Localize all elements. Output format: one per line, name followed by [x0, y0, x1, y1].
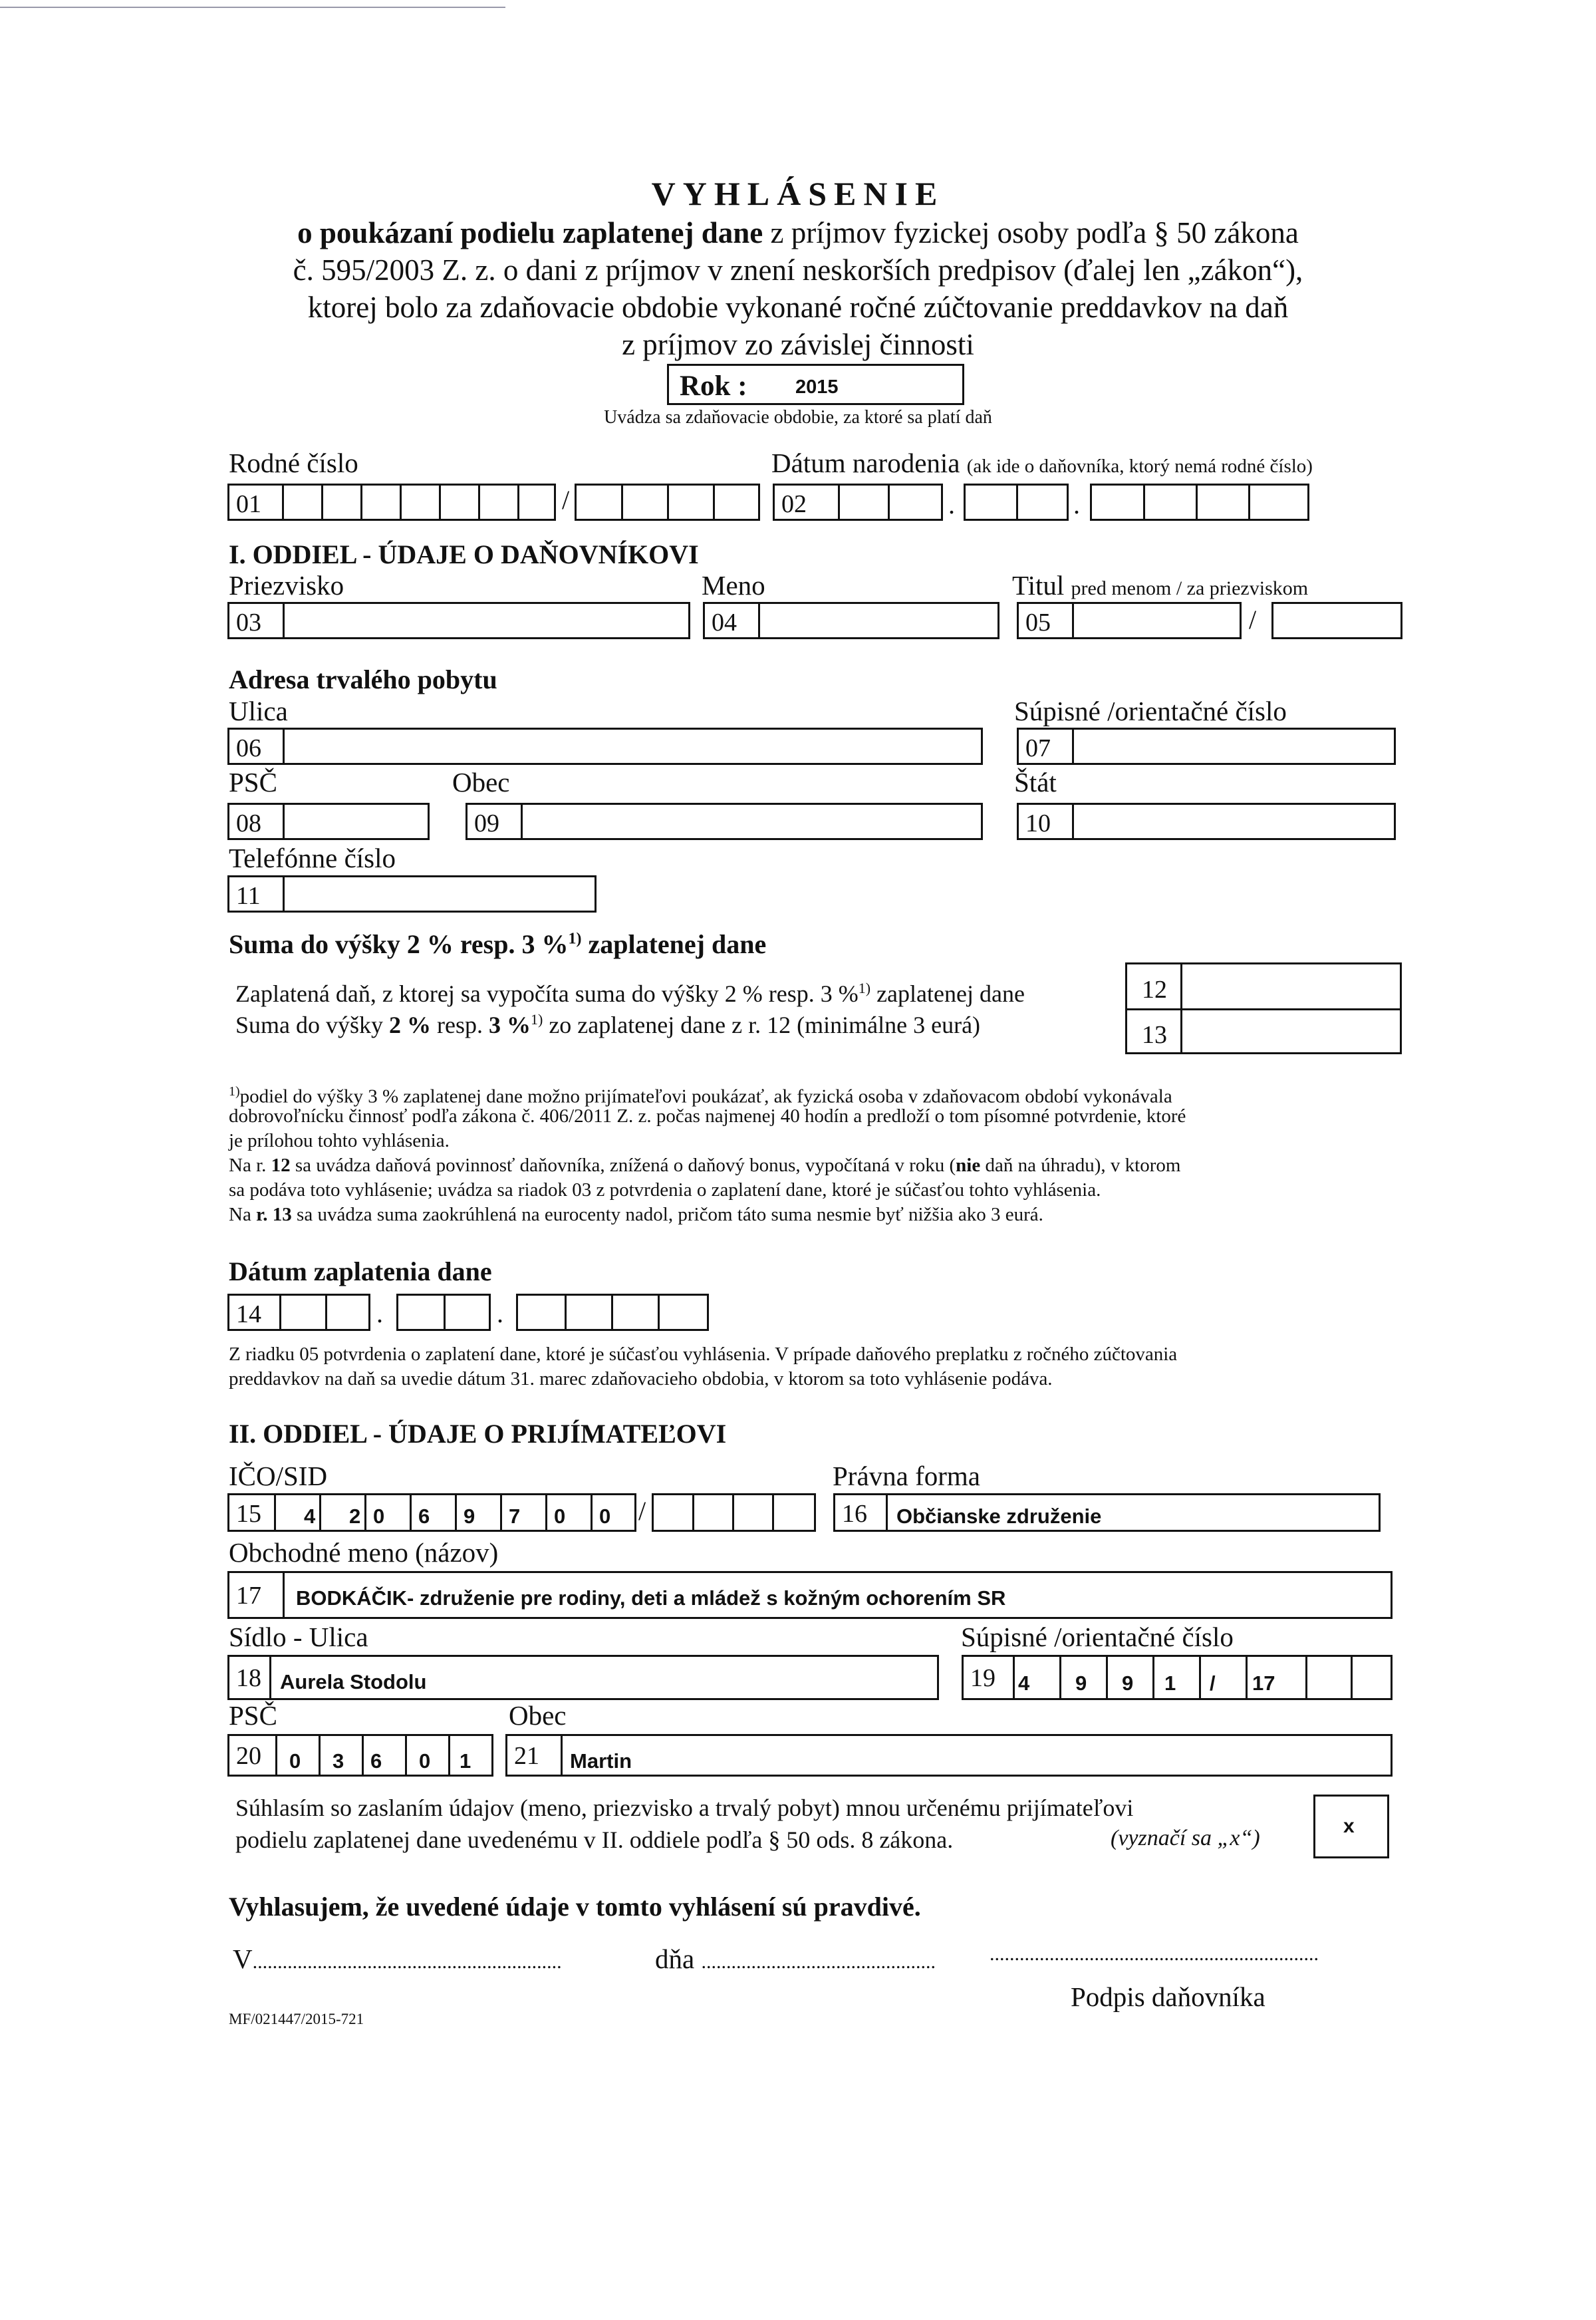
datum-narodenia-month[interactable]	[964, 484, 1069, 521]
supisne-digit: /	[1210, 1671, 1216, 1695]
priezvisko-label: Priezvisko	[229, 570, 344, 601]
footnote-1-marker: 1)	[229, 1084, 240, 1099]
titul-pred-field[interactable]	[1017, 602, 1242, 639]
ico-digit: 0	[373, 1505, 385, 1528]
sidlo-obec-label: Obec	[509, 1700, 567, 1731]
sidlo-obec-field[interactable]	[505, 1734, 1393, 1777]
suma-heading-text-end: zaplatenej dane	[581, 929, 767, 959]
row-12-text: Zaplatená daň, z ktorej sa vypočíta suma do výšky 2 % resp. 3 %	[235, 980, 859, 1007]
ico-digit: 0	[554, 1505, 566, 1528]
psc-digit: 3	[332, 1749, 344, 1773]
datum-zaplatenia-day[interactable]	[227, 1294, 370, 1331]
ico-digit: 2	[349, 1505, 361, 1528]
note-row-12-line-2: sa podáva toto vyhlásenie; uvádza sa riadok 03 z potvrdenia o zaplatení dane, ktoré je súčasťou tohto vyhlásenia.	[229, 1179, 1101, 1201]
field-number-15: 15	[236, 1500, 261, 1528]
stat-field[interactable]	[1017, 803, 1396, 840]
rok-label: Rok :	[680, 370, 747, 402]
note-r13-pre: Na	[229, 1204, 257, 1225]
field-number-16: 16	[842, 1500, 867, 1528]
address-heading: Adresa trvalého pobytu	[229, 664, 497, 694]
consent-mark: x	[1343, 1815, 1355, 1837]
supisne-field[interactable]	[1017, 728, 1396, 765]
place-label: V	[233, 1944, 253, 1974]
sidlo-psc-field[interactable]	[227, 1734, 493, 1777]
note-r12-pre: Na r.	[229, 1155, 271, 1176]
row-12-text-end: zaplatenej dane	[870, 980, 1025, 1007]
obec-label: Obec	[452, 767, 510, 798]
obchodne-meno-field[interactable]	[227, 1571, 1393, 1619]
footnote-1-line-2: dobrovoľnícku činnosť podľa zákona č. 406/2011 Z. z. počas najmenej 40 hodín a predloží o tom písomné potvrdenie, ktoré	[229, 1105, 1186, 1127]
place-field[interactable]	[233, 1943, 562, 1975]
title-line-3: ktorej bolo za zdaňovacie obdobie vykonané ročné zúčtovanie preddavkov na daň	[307, 291, 1289, 324]
obchodne-meno-value: BODKÁČIK- združenie pre rodiny, deti a mládež s kožným ochorením SR	[296, 1586, 1006, 1610]
note-r12-text-end: daň na úhradu), v ktorom	[980, 1155, 1181, 1176]
datum-narodenia-year[interactable]	[1090, 484, 1309, 521]
rok-box[interactable]	[667, 364, 964, 405]
date-separator: .	[948, 490, 955, 519]
section-1-title: I. ODDIEL - ÚDAJE O DAŇOVNÍKOVI	[229, 539, 699, 569]
datum-narodenia-note: (ak ide o daňovníka, ktorý nemá rodné číslo)	[966, 456, 1313, 477]
field-number-09: 09	[474, 809, 499, 837]
field-number-07: 07	[1025, 734, 1051, 762]
supisne-digit: 4	[1018, 1671, 1030, 1695]
suma-heading-footnote-ref: 1)	[568, 930, 582, 948]
consent-hint: (vyznačí sa „x“)	[1111, 1826, 1260, 1850]
pravna-forma-value: Občianske združenie	[896, 1505, 1102, 1528]
title-line-1-bold: o poukázaní podielu zaplatenej dane	[297, 216, 763, 249]
psc-label: PSČ	[229, 767, 277, 798]
sidlo-ulica-field[interactable]	[227, 1655, 939, 1700]
obchodne-meno-label: Obchodné meno (názov)	[229, 1537, 499, 1568]
rodne-cislo-field-part2[interactable]	[575, 484, 760, 521]
supisne-label: Súpisné /orientačné číslo	[1014, 696, 1287, 726]
note-r12-nie: nie	[956, 1155, 981, 1176]
rok-note: Uvádza sa zdaňovacie obdobie, za ktoré sa platí daň	[604, 407, 992, 428]
row-13-footnote-ref: 1)	[531, 1011, 543, 1028]
field-number-11: 11	[236, 882, 261, 910]
scan-top-edge	[0, 7, 505, 8]
ico-digit: 6	[418, 1505, 430, 1528]
sidlo-ulica-label: Sídlo - Ulica	[229, 1622, 368, 1652]
signature-label: Podpis daňovníka	[1071, 1981, 1265, 2012]
consent-line-2: podielu zaplatenej dane uvedenému v II. oddiele podľa § 50 ods. 8 zákona.	[235, 1826, 954, 1853]
section-2-title: II. ODDIEL - ÚDAJE O PRIJÍMATEĽOVI	[229, 1419, 727, 1449]
note-r13-text: sa uvádza suma zaokrúhlená na eurocenty nadol, pričom táto suma nesmie byť nižšia ako 3 eurá.	[291, 1204, 1043, 1225]
telefon-field[interactable]	[227, 875, 597, 913]
consent-checkbox[interactable]	[1313, 1795, 1389, 1858]
titul-text: Titul	[1012, 570, 1065, 601]
date-separator: .	[497, 1298, 503, 1328]
supisne-digit: 9	[1075, 1671, 1087, 1695]
datum-narodenia-text: Dátum narodenia	[771, 448, 960, 478]
sid-field[interactable]	[652, 1493, 816, 1532]
pravna-forma-label: Právna forma	[833, 1461, 980, 1491]
field-number-21: 21	[514, 1742, 539, 1770]
sidlo-psc-label: PSČ	[229, 1700, 277, 1731]
field-number-04: 04	[712, 609, 737, 637]
ico-digit: 9	[464, 1505, 475, 1528]
rok-value: 2015	[795, 376, 839, 398]
psc-field[interactable]	[227, 803, 430, 840]
consent-line-1: Súhlasím so zaslaním údajov (meno, priezvisko a trvalý pobyt) mnou určenému prijímateľovi	[235, 1795, 1134, 1821]
field-number-19: 19	[970, 1664, 996, 1692]
sidlo-ulica-value: Aurela Stodolu	[280, 1670, 427, 1693]
ulica-field[interactable]	[227, 728, 983, 765]
title-line-4: z príjmov zo závislej činnosti	[622, 328, 974, 361]
ico-digit: 7	[509, 1505, 521, 1528]
row-13-text: Suma do výšky	[235, 1012, 390, 1038]
title-line-2: č. 595/2003 Z. z. o dani z príjmov v znení neskorších predpisov (ďalej len „zákon“),	[293, 253, 1303, 287]
rodne-cislo-label: Rodné číslo	[229, 448, 358, 478]
psc-digit: 6	[370, 1749, 382, 1773]
field-number-13: 13	[1142, 1021, 1167, 1049]
obec-field[interactable]	[466, 803, 983, 840]
datum-zaplatenia-note-1: Z riadku 05 potvrdenia o zaplatení dane, ktoré je súčasťou vyhlásenia. V prípade daňového preplatku z ročného zúčtovania	[229, 1344, 1178, 1365]
row-13-label	[235, 1011, 980, 1039]
datum-zaplatenia-note-2: preddavkov na daň sa uvedie dátum 31. marec zdaňovacieho obdobia, v ktorom sa toto vyhlásenie podáva.	[229, 1368, 1053, 1389]
suma-fields[interactable]	[1125, 962, 1402, 1054]
date-field[interactable]	[655, 1943, 936, 1975]
field-number-05: 05	[1025, 609, 1051, 637]
note-r12-num: 12	[271, 1155, 291, 1176]
field-number-03: 03	[236, 609, 261, 637]
ico-label: IČO/SID	[229, 1461, 328, 1491]
titul-slash: /	[1249, 605, 1257, 635]
date-label: dňa	[655, 1944, 695, 1974]
ico-slash: /	[638, 1496, 646, 1526]
date-separator: .	[376, 1298, 383, 1328]
footnote-1-text: podiel do výšky 3 % zaplatenej dane možno prijímateľovi poukázať, ak fyzická osoba v zdaňovacom období vykonávala	[239, 1086, 1172, 1107]
field-number-01: 01	[236, 490, 261, 518]
row-13-bold2: 3 %	[489, 1012, 531, 1038]
note-row-12-line-1	[229, 1153, 1180, 1178]
supisne-digit: 17	[1252, 1671, 1275, 1695]
rodne-cislo-field-part1[interactable]	[227, 484, 556, 521]
row-12-footnote-ref: 1)	[858, 980, 871, 996]
stat-label: Štát	[1014, 767, 1057, 798]
field-number-14: 14	[236, 1300, 261, 1328]
field-number-20: 20	[236, 1742, 261, 1770]
datum-zaplatenia-heading: Dátum zaplatenia dane	[229, 1256, 492, 1286]
psc-digit: 0	[419, 1749, 431, 1773]
sidlo-obec-value: Martin	[570, 1749, 632, 1773]
declaration-text: Vyhlasujem, že uvedené údaje v tomto vyhlásení sú pravdivé.	[229, 1892, 921, 1922]
sidlo-supisne-field[interactable]	[962, 1655, 1393, 1700]
datum-zaplatenia-month[interactable]	[396, 1294, 491, 1331]
ico-digit: 0	[599, 1505, 611, 1528]
ulica-label: Ulica	[229, 696, 288, 726]
note-r12-text: sa uvádza daňová povinnosť daňovníka, znížená o daňový bonus, vypočítaná v roku (	[290, 1155, 956, 1176]
field-number-02: 02	[781, 490, 807, 518]
psc-digit: 1	[460, 1749, 471, 1773]
ico-field-part1[interactable]	[227, 1493, 636, 1532]
field-number-08: 08	[236, 809, 261, 837]
field-number-10: 10	[1025, 809, 1051, 837]
field-number-18: 18	[236, 1664, 261, 1692]
row-12-label	[235, 980, 1025, 1008]
form-code: MF/021447/2015-721	[229, 2011, 364, 2027]
title-line-1-rest: z príjmov fyzickej osoby podľa § 50 zákona	[763, 216, 1299, 249]
field-number-12: 12	[1142, 976, 1167, 1004]
note-row-13	[229, 1203, 1043, 1227]
datum-narodenia-day[interactable]	[773, 484, 943, 521]
meno-label: Meno	[702, 570, 765, 601]
place-dots: ..............................................................	[252, 1951, 562, 1973]
date-separator: .	[1073, 490, 1080, 519]
title-line-1	[0, 216, 1596, 250]
supisne-digit: 1	[1164, 1671, 1176, 1695]
datum-narodenia-label	[771, 447, 1313, 479]
footnote-1-line-3: je prílohou tohto vyhlásenia.	[229, 1130, 450, 1151]
date-dots: ...............................................	[701, 1951, 936, 1973]
telefon-label: Telefónne číslo	[229, 843, 396, 873]
ico-digit: 4	[304, 1505, 316, 1528]
row-13-bold: 2 %	[389, 1012, 432, 1038]
sidlo-supisne-label: Súpisné /orientačné číslo	[961, 1622, 1234, 1652]
priezvisko-field[interactable]	[227, 602, 690, 639]
datum-zaplatenia-year[interactable]	[516, 1294, 709, 1331]
suma-heading-text: Suma do výšky 2 % resp. 3 %	[229, 929, 569, 959]
titul-note: pred menom / za priezviskom	[1071, 577, 1309, 599]
note-r13-num: r. 13	[256, 1204, 292, 1225]
suma-heading	[229, 929, 766, 960]
field-number-06: 06	[236, 734, 261, 762]
field-number-17: 17	[236, 1582, 261, 1610]
titul-za-field[interactable]	[1271, 602, 1402, 639]
form-title: VYHLÁSENIE	[651, 175, 945, 212]
meno-field[interactable]	[703, 602, 999, 639]
psc-digit: 0	[289, 1749, 301, 1773]
row-13-text-end: zo zaplatenej dane z r. 12 (minimálne 3 eurá)	[543, 1012, 981, 1038]
titul-label	[1012, 569, 1308, 601]
row-13-mid: resp.	[431, 1012, 489, 1038]
rodne-cislo-slash: /	[562, 485, 570, 515]
signature-line[interactable]: ..................................................................	[990, 1943, 1319, 1965]
supisne-digit: 9	[1122, 1671, 1134, 1695]
pravna-forma-field[interactable]	[833, 1493, 1381, 1532]
